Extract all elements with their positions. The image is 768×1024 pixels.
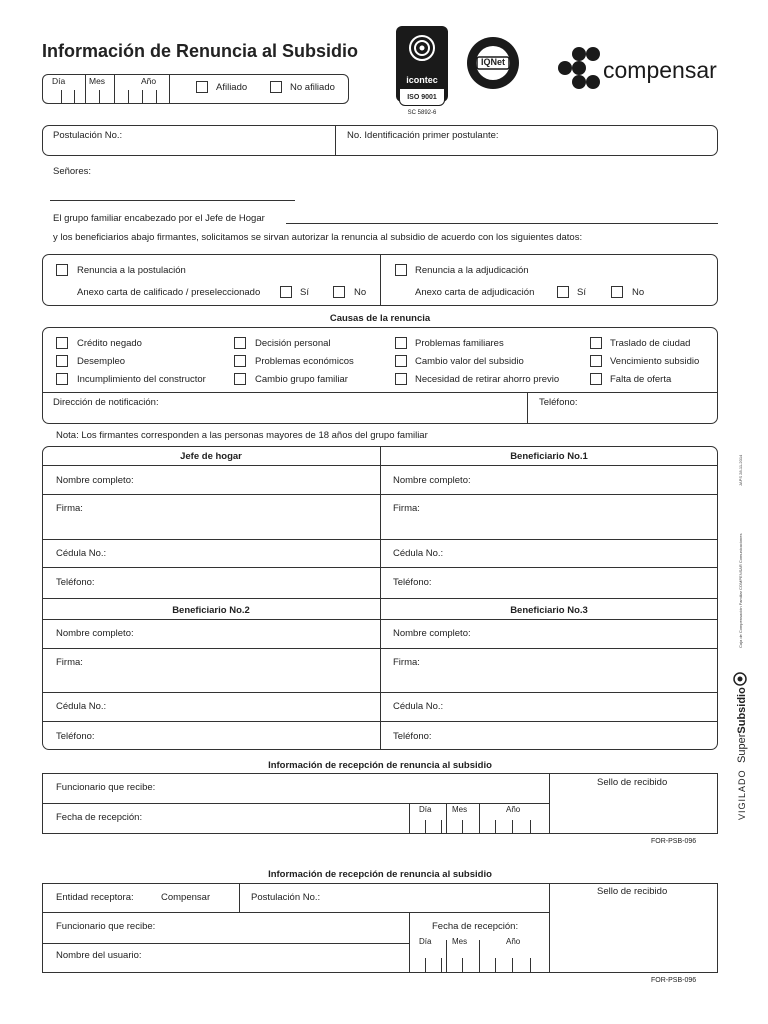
anexo-calificado-no-checkbox[interactable] [333,286,345,298]
telefono-notificacion-field[interactable]: Teléfono: [539,397,578,408]
letter-line-1: El grupo familiar encabezado por el Jefe de Hogar [53,213,265,224]
day-label: Día [52,76,66,86]
causa-vencimiento-checkbox[interactable] [590,355,602,367]
recepcion-2-form-code: FOR-PSB-096 [651,977,697,984]
jefe-cedula-field[interactable]: Cédula No.: [56,548,107,559]
postulacion-field[interactable]: Postulación No.: [53,130,123,141]
icontec-logo [396,26,448,102]
recepcion-2-funcionario-field[interactable]: Funcionario que recibe: [56,921,156,932]
caja-compensacion-note: Caja de Compensación Familiar COMPENSAR Comunicaciones [738,533,743,648]
supersubsidio-icon [733,672,747,686]
letter-line-2: y los beneficiarios abajo firmantes, solicitamos se sirvan autorizar la renuncia al subsidio de acuerdo con los siguientes datos: [53,232,583,243]
renuncia-postulacion-checkbox[interactable] [56,264,68,276]
causa-decision-personal-checkbox[interactable] [234,337,246,349]
vigilado-text: VIGILADO [737,769,747,820]
causa-desempleo-checkbox[interactable] [56,355,68,367]
super-text: Super [736,733,748,763]
entidad-receptora-value: Compensar [161,892,211,903]
b3-cedula-field[interactable]: Cédula No.: [393,701,444,712]
causa-label: Desempleo [77,356,126,367]
causa-label: Incumplimiento del constructor [77,374,206,385]
causa-cambio-valor-checkbox[interactable] [395,355,407,367]
causa-falta-oferta-checkbox[interactable] [590,373,602,385]
iqnet-text: IQNet [480,57,505,67]
recepcion-2-fecha-label: Fecha de recepción: [432,921,519,932]
causa-problemas-familiares-checkbox[interactable] [395,337,407,349]
causa-label: Cambio grupo familiar [255,374,348,385]
subsidio-text: Subsidio [736,687,748,734]
jefe-hogar-line[interactable] [286,223,718,224]
entidad-receptora-label: Entidad receptora: [56,892,134,903]
page-title: Información de Renuncia al Subsidio [42,41,359,61]
nota: Nota: Los firmantes corresponden a las personas mayores de 18 años del grupo familiar [56,430,428,441]
recepcion-1-month-label: Mes [452,805,468,814]
no-afiliado-label: No afiliado [290,82,335,93]
compensar-logo-icon [556,45,602,91]
anexo-adjudicacion-no-checkbox[interactable] [611,286,623,298]
anexo-calificado-si-checkbox[interactable] [280,286,292,298]
b3-telefono-field[interactable]: Teléfono: [393,731,432,742]
causa-credito-negado-checkbox[interactable] [56,337,68,349]
b1-telefono-field[interactable]: Teléfono: [393,577,432,588]
year-label: Año [141,76,157,86]
causa-cambio-grupo-checkbox[interactable] [234,373,246,385]
causa-retirar-ahorro-checkbox[interactable] [395,373,407,385]
b3-firma-field[interactable]: Firma: [393,657,420,668]
recepcion-2-day-label: Día [419,937,432,946]
b1-firma-field[interactable]: Firma: [393,503,420,514]
b2-nombre-field[interactable]: Nombre completo: [56,628,134,639]
icontec-text: icontec [406,75,438,85]
recepcion-1-form-code: FOR-PSB-096 [651,838,697,845]
jefe-hogar-header: Jefe de hogar [180,451,242,462]
recepcion-2-usuario-field[interactable]: Nombre del usuario: [56,950,142,961]
iqnet-logo [466,36,520,90]
month-label: Mes [89,76,106,86]
recepcion-1-fecha-label: Fecha de recepción: [56,812,143,823]
causa-label: Cambio valor del subsidio [415,356,524,367]
causa-label: Problemas económicos [255,356,354,367]
b3-nombre-field[interactable]: Nombre completo: [393,628,471,639]
cert-code: SC 5892-6 [407,110,437,116]
jefe-nombre-field[interactable]: Nombre completo: [56,475,134,486]
jefe-firma-field[interactable]: Firma: [56,503,83,514]
icontec-mark-icon [396,30,448,70]
recepcion-2-sello: Sello de recibido [597,886,668,897]
brand-name: compensar [603,57,717,83]
recepcion-2-title: Información de recepción de renuncia al subsidio [268,869,492,880]
causa-label: Vencimiento subsidio [610,356,700,367]
jefe-telefono-field[interactable]: Teléfono: [56,577,95,588]
b2-firma-field[interactable]: Firma: [56,657,83,668]
causa-label: Necesidad de retirar ahorro previo [415,374,560,385]
anexo-adjudicacion-no-label: No [632,287,645,298]
b1-cedula-field[interactable]: Cédula No.: [393,548,444,559]
causa-traslado-checkbox[interactable] [590,337,602,349]
recepcion-1-year-label: Año [506,805,521,814]
anexo-adjudicacion-si-checkbox[interactable] [557,286,569,298]
causa-label: Problemas familiares [415,338,504,349]
recepcion-1-day-label: Día [419,805,432,814]
recepcion-2-year-label: Año [506,937,521,946]
identificacion-field[interactable]: No. Identificación primer postulante: [347,130,499,141]
beneficiario-3-header: Beneficiario No.3 [510,605,588,616]
causa-label: Crédito negado [77,338,142,349]
causa-problemas-economicos-checkbox[interactable] [234,355,246,367]
no-afiliado-checkbox[interactable] [270,81,282,93]
sidebar-date-note: JAPS 28-11-2014 [738,454,743,486]
afiliado-checkbox[interactable] [196,81,208,93]
b2-cedula-field[interactable]: Cédula No.: [56,701,107,712]
b2-telefono-field[interactable]: Teléfono: [56,731,95,742]
causa-label: Decisión personal [255,338,331,349]
beneficiario-1-header: Beneficiario No.1 [510,451,588,462]
anexo-calificado-si-label: Sí [300,287,309,298]
recepcion-1-sello: Sello de recibido [597,777,668,788]
salutation: Señores: [53,166,92,177]
causa-label: Falta de oferta [610,374,672,385]
afiliado-label: Afiliado [216,82,248,93]
anexo-adjudicacion-label: Anexo carta de adjudicación [415,287,535,298]
causa-label: Traslado de ciudad [610,338,691,349]
vigilado-supersubsidio [736,687,748,830]
direccion-field[interactable]: Dirección de notificación: [53,397,159,408]
b1-nombre-field[interactable]: Nombre completo: [393,475,471,486]
renuncia-adjudicacion-label: Renuncia a la adjudicación [415,265,529,276]
recepcion-2-postulacion-field[interactable]: Postulación No.: [251,892,321,903]
anexo-calificado-no-label: No [354,287,367,298]
causas-title: Causas de la renuncia [329,313,431,324]
causa-incumplimiento-checkbox[interactable] [56,373,68,385]
iso-text: ISO 9001 [407,94,437,101]
recepcion-2-month-label: Mes [452,937,468,946]
recepcion-1-title: Información de recepción de renuncia al subsidio [268,760,492,771]
renuncia-adjudicacion-checkbox[interactable] [395,264,407,276]
anexo-adjudicacion-si-label: Sí [577,287,586,298]
recipient-line[interactable] [50,200,295,201]
anexo-calificado-label: Anexo carta de calificado / preseleccionado [77,287,261,298]
beneficiario-2-header: Beneficiario No.2 [172,605,250,616]
renuncia-postulacion-label: Renuncia a la postulación [77,265,186,276]
recepcion-1-funcionario-field[interactable]: Funcionario que recibe: [56,782,156,793]
